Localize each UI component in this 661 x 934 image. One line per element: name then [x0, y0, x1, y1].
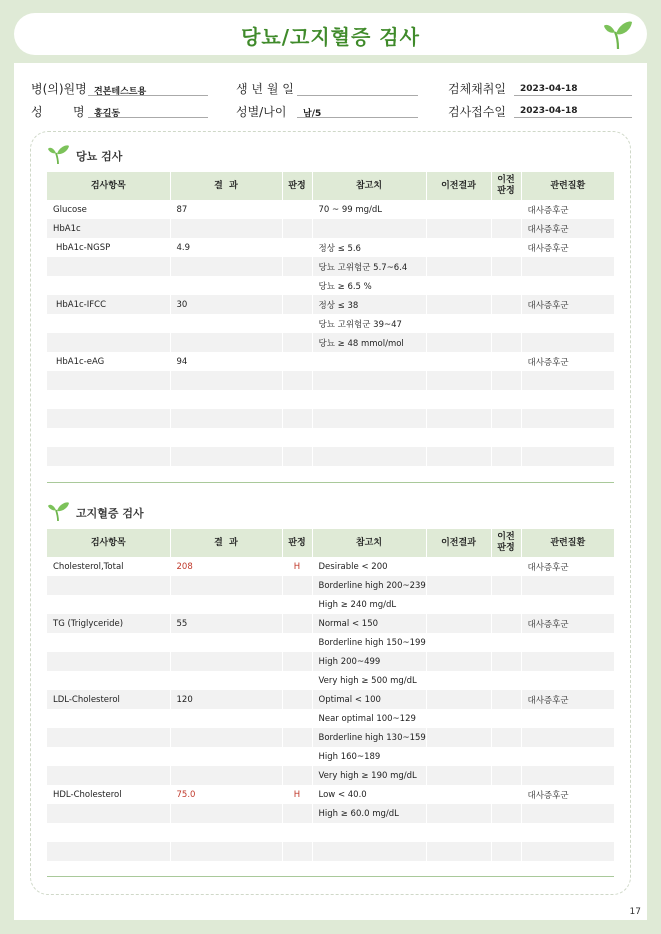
table-row	[47, 842, 614, 861]
sexage-label: 성별/나이	[236, 105, 287, 119]
cell-prev-result	[426, 785, 491, 804]
cell-item	[47, 728, 170, 747]
cell-disease	[521, 333, 614, 352]
cell-reference	[312, 371, 426, 390]
cell-flag	[282, 576, 312, 595]
cell-disease	[521, 390, 614, 409]
cell-prev-result	[426, 314, 491, 333]
cell-flag: H	[282, 557, 312, 576]
cell-item: HbA1c-NGSP	[47, 238, 170, 257]
table-row	[47, 804, 614, 823]
lipid-table	[47, 529, 614, 861]
cell-item	[47, 447, 170, 466]
cell-flag	[282, 823, 312, 842]
sprout-icon	[603, 18, 633, 50]
cell-item: HbA1c	[47, 219, 170, 238]
table-row	[47, 428, 614, 447]
cell-prev-result	[426, 352, 491, 371]
name-underline	[88, 117, 208, 118]
cell-flag	[282, 842, 312, 861]
cell-reference: 정상 ≤ 5.6	[312, 238, 426, 257]
cell-prev-result	[426, 333, 491, 352]
cell-reference: High 200~499	[312, 652, 426, 671]
cell-reference: 70 ~ 99 mg/dL	[312, 200, 426, 219]
cell-flag	[282, 352, 312, 371]
table-row	[47, 671, 614, 690]
cell-reference: 당뇨 ≥ 6.5 %	[312, 276, 426, 295]
diabetes-section-divider	[47, 482, 614, 483]
collect-label: 검체채취일	[448, 82, 506, 96]
table-row	[47, 709, 614, 728]
cell-reference	[312, 842, 426, 861]
cell-reference: Borderline high 150~199	[312, 633, 426, 652]
cell-item	[47, 671, 170, 690]
cell-disease	[521, 842, 614, 861]
cell-result	[170, 219, 282, 238]
table-row	[47, 633, 614, 652]
cell-prev-flag	[491, 352, 521, 371]
cell-disease	[521, 709, 614, 728]
cell-prev-result	[426, 614, 491, 633]
cell-prev-flag	[491, 842, 521, 861]
cell-result: 120	[170, 690, 282, 709]
cell-disease	[521, 633, 614, 652]
cell-flag	[282, 690, 312, 709]
cell-prev-flag	[491, 576, 521, 595]
cell-reference	[312, 823, 426, 842]
cell-reference	[312, 352, 426, 371]
cell-disease: 대사증후군	[521, 219, 614, 238]
cell-prev-result	[426, 390, 491, 409]
col-header-item: 검사항목	[47, 172, 170, 200]
cell-item	[47, 333, 170, 352]
cell-flag	[282, 295, 312, 314]
cell-prev-flag	[491, 447, 521, 466]
cell-disease: 대사증후군	[521, 295, 614, 314]
col-header-reference: 참고치	[312, 172, 426, 200]
cell-prev-result	[426, 276, 491, 295]
cell-flag	[282, 314, 312, 333]
cell-result: 55	[170, 614, 282, 633]
cell-disease	[521, 766, 614, 785]
cell-reference: High ≥ 240 mg/dL	[312, 595, 426, 614]
cell-disease	[521, 371, 614, 390]
sexage-underline	[297, 117, 418, 118]
cell-prev-flag	[491, 614, 521, 633]
table-header-row	[47, 172, 614, 200]
cell-flag	[282, 633, 312, 652]
cell-result	[170, 842, 282, 861]
table-row	[47, 352, 614, 371]
cell-reference: Normal < 150	[312, 614, 426, 633]
cell-item	[47, 371, 170, 390]
cell-prev-flag	[491, 785, 521, 804]
cell-prev-result	[426, 671, 491, 690]
lipid-title-text: 고지혈증 검사	[76, 507, 144, 520]
table-row	[47, 728, 614, 747]
cell-item	[47, 428, 170, 447]
cell-item	[47, 276, 170, 295]
cell-prev-flag	[491, 333, 521, 352]
page-number: 17	[629, 907, 641, 917]
sexage-value: 남/5	[303, 109, 322, 119]
cell-item	[47, 633, 170, 652]
cell-item	[47, 842, 170, 861]
cell-reference	[312, 447, 426, 466]
cell-flag	[282, 652, 312, 671]
cell-result	[170, 576, 282, 595]
cell-prev-flag	[491, 200, 521, 219]
cell-reference: 당뇨 ≥ 48 mmol/mol	[312, 333, 426, 352]
cell-prev-result	[426, 709, 491, 728]
receive-underline	[514, 117, 632, 118]
cell-reference	[312, 409, 426, 428]
diabetes-title-text: 당뇨 검사	[76, 150, 123, 163]
cell-flag	[282, 766, 312, 785]
name-label-2: 명	[73, 105, 85, 119]
cell-prev-flag	[491, 671, 521, 690]
cell-reference: Near optimal 100~129	[312, 709, 426, 728]
cell-flag	[282, 709, 312, 728]
cell-item: Cholesterol,Total	[47, 557, 170, 576]
cell-disease	[521, 728, 614, 747]
cell-reference: 당뇨 고위험군 39~47	[312, 314, 426, 333]
table-row	[47, 823, 614, 842]
col-header-item: 검사항목	[47, 529, 170, 557]
cell-item	[47, 595, 170, 614]
table-row	[47, 614, 614, 633]
cell-item: HDL-Cholesterol	[47, 785, 170, 804]
cell-flag	[282, 804, 312, 823]
cell-result	[170, 390, 282, 409]
cell-reference: 정상 ≤ 38	[312, 295, 426, 314]
cell-disease	[521, 595, 614, 614]
cell-disease	[521, 447, 614, 466]
diabetes-table	[47, 172, 614, 466]
table-row	[47, 652, 614, 671]
birth-underline	[297, 95, 418, 96]
cell-flag	[282, 428, 312, 447]
cell-flag	[282, 219, 312, 238]
cell-reference: Borderline high 200~239	[312, 576, 426, 595]
cell-reference: Very high ≥ 190 mg/dL	[312, 766, 426, 785]
cell-prev-flag	[491, 219, 521, 238]
cell-item: HbA1c-eAG	[47, 352, 170, 371]
cell-prev-result	[426, 371, 491, 390]
cell-flag	[282, 276, 312, 295]
cell-flag	[282, 390, 312, 409]
cell-prev-flag	[491, 557, 521, 576]
sprout-icon	[48, 143, 74, 165]
cell-result	[170, 652, 282, 671]
cell-prev-result	[426, 842, 491, 861]
cell-disease: 대사증후군	[521, 614, 614, 633]
cell-item	[47, 747, 170, 766]
cell-result	[170, 804, 282, 823]
receive-label: 검사접수일	[448, 105, 506, 119]
birth-label: 생 년 월 일	[236, 82, 294, 96]
cell-flag	[282, 595, 312, 614]
cell-item	[47, 804, 170, 823]
cell-disease: 대사증후군	[521, 690, 614, 709]
cell-prev-result	[426, 295, 491, 314]
lipid-section-divider	[47, 876, 614, 877]
cell-prev-flag	[491, 257, 521, 276]
cell-item: TG (Triglyceride)	[47, 614, 170, 633]
cell-result	[170, 276, 282, 295]
cell-disease	[521, 428, 614, 447]
cell-result	[170, 633, 282, 652]
collect-underline	[514, 95, 632, 96]
cell-flag	[282, 200, 312, 219]
cell-prev-result	[426, 652, 491, 671]
cell-prev-result	[426, 766, 491, 785]
cell-item	[47, 390, 170, 409]
cell-item	[47, 823, 170, 842]
cell-prev-flag	[491, 276, 521, 295]
cell-disease: 대사증후군	[521, 557, 614, 576]
cell-item	[47, 766, 170, 785]
cell-result: 30	[170, 295, 282, 314]
table-row	[47, 276, 614, 295]
cell-reference	[312, 428, 426, 447]
cell-result	[170, 333, 282, 352]
table-row	[47, 447, 614, 466]
cell-disease	[521, 409, 614, 428]
receive-value: 2023-04-18	[520, 106, 578, 116]
cell-prev-flag	[491, 728, 521, 747]
table-header-row	[47, 529, 614, 557]
table-row	[47, 219, 614, 238]
cell-item	[47, 257, 170, 276]
title-bar	[14, 13, 647, 55]
cell-prev-flag	[491, 709, 521, 728]
col-header-reference: 참고치	[312, 529, 426, 557]
cell-item: LDL-Cholesterol	[47, 690, 170, 709]
cell-result	[170, 766, 282, 785]
cell-prev-result	[426, 595, 491, 614]
cell-reference: Low < 40.0	[312, 785, 426, 804]
cell-prev-result	[426, 428, 491, 447]
cell-disease	[521, 314, 614, 333]
cell-disease: 대사증후군	[521, 785, 614, 804]
cell-prev-flag	[491, 747, 521, 766]
col-header-prev-flag: 이전 판정	[491, 172, 521, 200]
cell-result	[170, 728, 282, 747]
cell-prev-result	[426, 728, 491, 747]
cell-item	[47, 576, 170, 595]
cell-reference	[312, 219, 426, 238]
cell-item	[47, 652, 170, 671]
cell-result: 208	[170, 557, 282, 576]
cell-result	[170, 409, 282, 428]
cell-prev-result	[426, 409, 491, 428]
cell-prev-result	[426, 447, 491, 466]
table-row	[47, 595, 614, 614]
table-row	[47, 314, 614, 333]
table-row	[47, 238, 614, 257]
cell-flag: H	[282, 785, 312, 804]
table-row	[47, 390, 614, 409]
col-header-result: 결 과	[170, 172, 282, 200]
table-row	[47, 766, 614, 785]
cell-reference: Optimal < 100	[312, 690, 426, 709]
cell-prev-flag	[491, 295, 521, 314]
table-row	[47, 295, 614, 314]
cell-item: Glucose	[47, 200, 170, 219]
cell-item	[47, 409, 170, 428]
cell-result	[170, 428, 282, 447]
cell-result	[170, 747, 282, 766]
cell-prev-result	[426, 804, 491, 823]
table-row	[47, 333, 614, 352]
col-header-disease: 관련질환	[521, 172, 614, 200]
cell-prev-flag	[491, 652, 521, 671]
cell-prev-result	[426, 633, 491, 652]
cell-prev-flag	[491, 314, 521, 333]
cell-disease	[521, 276, 614, 295]
cell-prev-flag	[491, 390, 521, 409]
cell-reference: Desirable < 200	[312, 557, 426, 576]
cell-disease	[521, 747, 614, 766]
cell-disease	[521, 652, 614, 671]
cell-prev-result	[426, 257, 491, 276]
cell-flag	[282, 614, 312, 633]
table-row	[47, 200, 614, 219]
cell-disease	[521, 804, 614, 823]
cell-disease	[521, 576, 614, 595]
col-header-flag: 판정	[282, 529, 312, 557]
cell-prev-flag	[491, 238, 521, 257]
cell-flag	[282, 447, 312, 466]
cell-flag	[282, 257, 312, 276]
cell-flag	[282, 333, 312, 352]
cell-item: HbA1c-IFCC	[47, 295, 170, 314]
cell-prev-flag	[491, 804, 521, 823]
cell-prev-result	[426, 576, 491, 595]
cell-reference: High 160~189	[312, 747, 426, 766]
cell-flag	[282, 409, 312, 428]
cell-prev-flag	[491, 690, 521, 709]
cell-prev-result	[426, 238, 491, 257]
cell-reference: 당뇨 고위험군 5.7~6.4	[312, 257, 426, 276]
cell-disease	[521, 823, 614, 842]
table-row	[47, 747, 614, 766]
cell-prev-result	[426, 823, 491, 842]
hospital-label: 병(의)원명	[31, 82, 87, 96]
cell-prev-flag	[491, 766, 521, 785]
cell-result	[170, 447, 282, 466]
cell-prev-result	[426, 690, 491, 709]
cell-result	[170, 709, 282, 728]
cell-result	[170, 371, 282, 390]
collect-value: 2023-04-18	[520, 84, 578, 94]
cell-result: 4.9	[170, 238, 282, 257]
cell-item	[47, 314, 170, 333]
cell-flag	[282, 371, 312, 390]
col-header-disease: 관련질환	[521, 529, 614, 557]
name-label: 성	[31, 105, 43, 119]
cell-prev-flag	[491, 428, 521, 447]
cell-result	[170, 595, 282, 614]
cell-prev-flag	[491, 823, 521, 842]
sprout-icon	[48, 500, 74, 522]
col-header-prev-result: 이전결과	[426, 172, 491, 200]
table-row	[47, 257, 614, 276]
cell-flag	[282, 671, 312, 690]
cell-result: 87	[170, 200, 282, 219]
table-row	[47, 371, 614, 390]
cell-result: 94	[170, 352, 282, 371]
cell-disease	[521, 257, 614, 276]
cell-disease	[521, 671, 614, 690]
cell-prev-flag	[491, 371, 521, 390]
cell-prev-flag	[491, 633, 521, 652]
cell-result: 75.0	[170, 785, 282, 804]
cell-flag	[282, 238, 312, 257]
cell-prev-result	[426, 557, 491, 576]
table-row	[47, 690, 614, 709]
cell-reference: Very high ≥ 500 mg/dL	[312, 671, 426, 690]
cell-prev-flag	[491, 595, 521, 614]
cell-reference: High ≥ 60.0 mg/dL	[312, 804, 426, 823]
col-header-prev-flag: 이전 판정	[491, 529, 521, 557]
cell-disease: 대사증후군	[521, 200, 614, 219]
name-value: 홍길동	[94, 109, 121, 119]
cell-flag	[282, 728, 312, 747]
col-header-flag: 판정	[282, 172, 312, 200]
cell-result	[170, 257, 282, 276]
col-header-prev-result: 이전결과	[426, 529, 491, 557]
cell-result	[170, 671, 282, 690]
table-row	[47, 576, 614, 595]
table-row	[47, 785, 614, 804]
cell-reference	[312, 390, 426, 409]
hospital-value: 견본테스트용	[94, 87, 147, 97]
cell-reference: Borderline high 130~159	[312, 728, 426, 747]
cell-prev-result	[426, 200, 491, 219]
hospital-underline	[88, 95, 208, 96]
cell-flag	[282, 747, 312, 766]
col-header-result: 결 과	[170, 529, 282, 557]
cell-result	[170, 314, 282, 333]
cell-prev-flag	[491, 409, 521, 428]
cell-item	[47, 709, 170, 728]
cell-prev-result	[426, 747, 491, 766]
cell-prev-result	[426, 219, 491, 238]
report-paper	[14, 63, 647, 920]
cell-disease: 대사증후군	[521, 238, 614, 257]
cell-result	[170, 823, 282, 842]
cell-disease: 대사증후군	[521, 352, 614, 371]
page-title: 당뇨/고지혈증 검사	[241, 25, 420, 49]
table-row	[47, 557, 614, 576]
table-row	[47, 409, 614, 428]
